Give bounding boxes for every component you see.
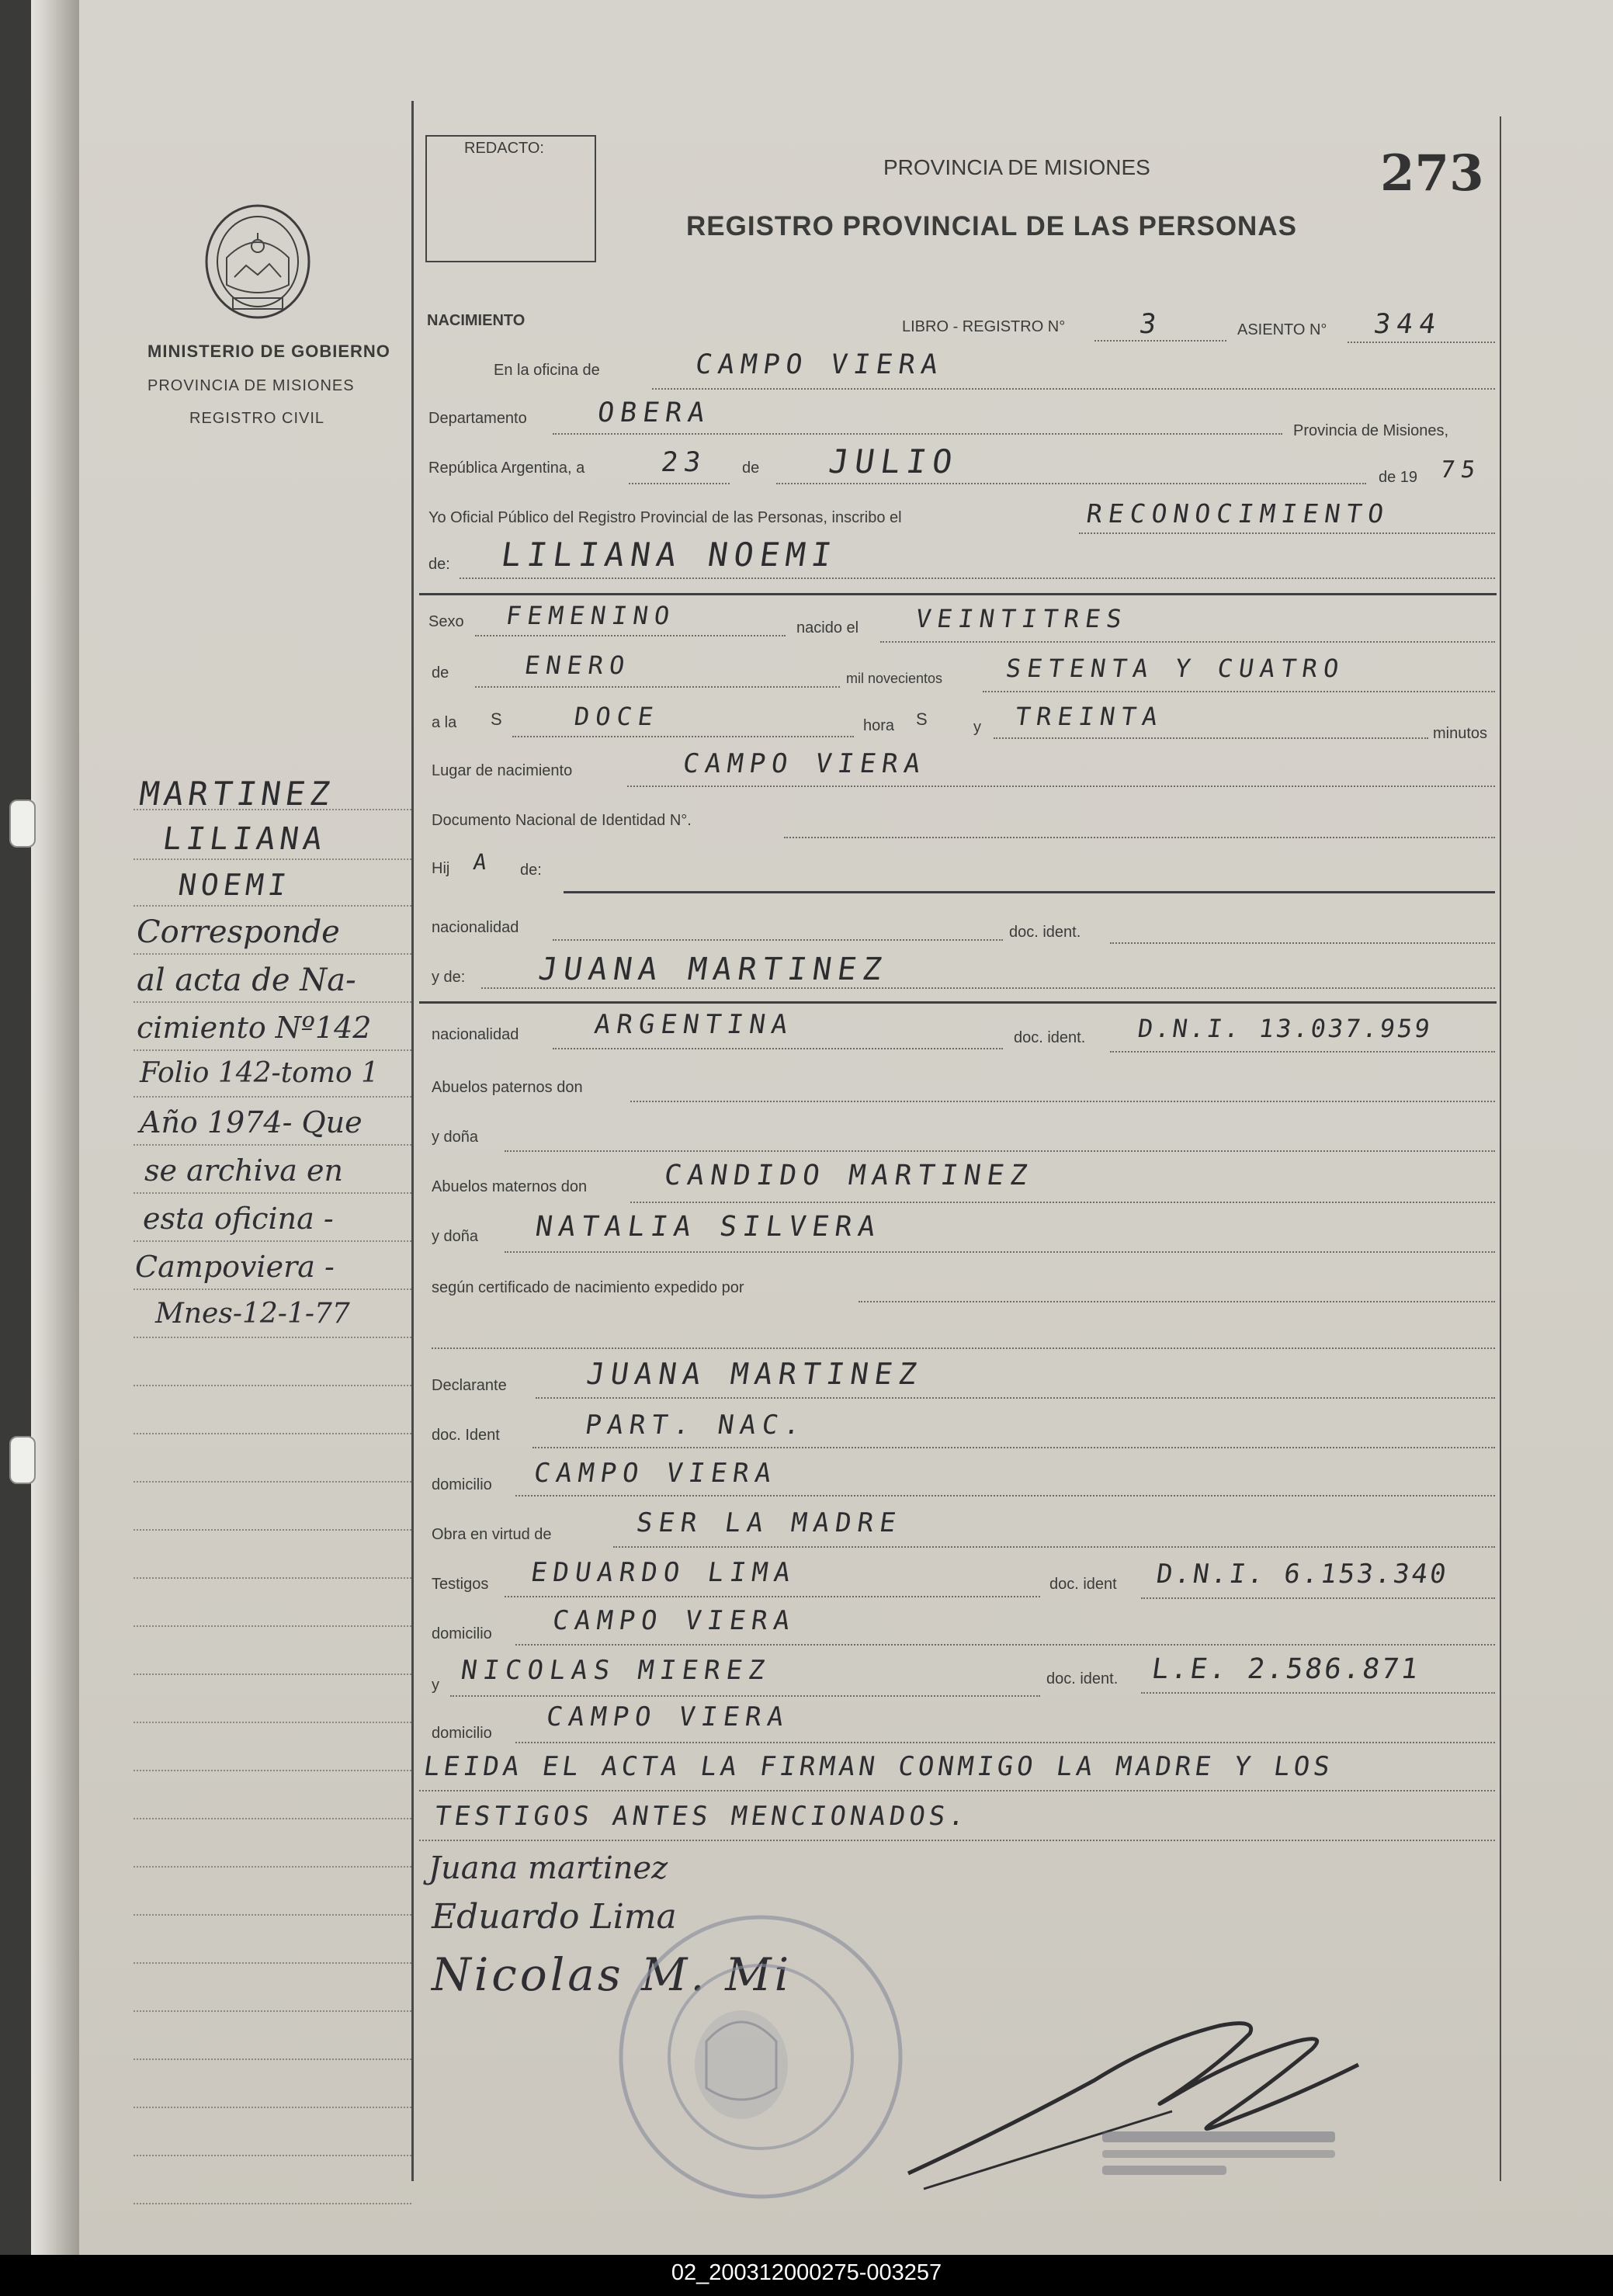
minutos-value: TREINTA <box>1013 702 1166 731</box>
hora-label: hora <box>863 717 895 734</box>
ala-label: a la <box>432 714 457 731</box>
margin-rule <box>134 1625 411 1627</box>
margin-rule <box>134 905 411 907</box>
declarante-label: Declarante <box>432 1377 507 1394</box>
mil-label: mil novecientos <box>846 671 943 686</box>
testigo1-value: EDUARDO LIMA <box>529 1557 799 1588</box>
ydona-label: y doña <box>432 1129 479 1146</box>
anio-label: de 19 <box>1379 469 1418 486</box>
margin-rule <box>134 1337 411 1338</box>
mil-line <box>983 691 1495 692</box>
abuela-materna-line <box>505 1251 1495 1253</box>
margin-note-line: al acta de Na- <box>137 962 356 998</box>
nacido-line <box>880 641 1495 643</box>
margin-rule <box>134 2107 411 2108</box>
margin-note-line: se archiva en <box>144 1153 343 1188</box>
margin-rule <box>134 1770 411 1771</box>
binding-ring <box>9 799 36 848</box>
abuela-paterna-line <box>505 1150 1495 1152</box>
abuelo-paterno-line <box>630 1101 1495 1102</box>
domicilio-line <box>515 1495 1495 1497</box>
declarante-value: JUANA MARTINEZ <box>584 1357 925 1391</box>
oficina-label: En la oficina de <box>494 362 600 379</box>
testigo2-line <box>450 1695 1040 1697</box>
abuelos-paternos-label: Abuelos paternos don <box>432 1079 583 1096</box>
dia-value: 23 <box>659 447 709 478</box>
margin-note-line: Año 1974- Que <box>140 1105 362 1139</box>
seal-ministry: MINISTERIO DE GOBIERNO <box>147 342 390 361</box>
doc-ident2-value: D.N.I. 13.037.959 <box>1136 1014 1434 1043</box>
hora-value: DOCE <box>572 702 661 731</box>
stamp-seal-icon <box>613 1909 908 2204</box>
ministry-seal <box>203 203 312 320</box>
margin-note-line: Campoviera - <box>135 1250 335 1284</box>
margin-rule <box>134 1577 411 1579</box>
obra-label: Obra en virtud de <box>432 1526 552 1543</box>
margin-rule <box>134 1962 411 1964</box>
margin-note-line: NOEMI <box>175 868 293 902</box>
lugar-label: Lugar de nacimiento <box>432 762 573 779</box>
domicilio2-label: domicilio <box>432 1625 492 1642</box>
y2-label: y <box>432 1677 439 1694</box>
seal-emblem-icon <box>203 203 312 320</box>
page-edge <box>31 0 79 2255</box>
doc-ident5-label: doc. ident. <box>1046 1670 1119 1687</box>
form-left-rule <box>411 101 414 2181</box>
margin-rule <box>134 1818 411 1819</box>
signature-mother: Juana martinez <box>428 1850 668 1886</box>
doc-ident2-line <box>1110 1051 1495 1053</box>
de2-label: de: <box>428 556 450 573</box>
departamento-label: Departamento <box>428 410 527 427</box>
yo-label: Yo Oficial Público del Registro Provincial de las Personas, inscribo el <box>428 509 902 526</box>
declarante-line <box>536 1397 1495 1399</box>
redacto-label: REDACTO: <box>464 140 544 157</box>
departamento-line <box>553 433 1282 435</box>
margin-note-line: cimiento Nº142 <box>137 1011 372 1045</box>
testigos-label: Testigos <box>432 1576 489 1593</box>
hij-label: Hij <box>432 860 450 877</box>
seal-office: REGISTRO CIVIL <box>189 410 325 427</box>
nombre-value: LILIANA NOEMI <box>498 536 841 574</box>
segun-line-2 <box>432 1347 1495 1349</box>
margin-note-line: Folio 142-tomo 1 <box>140 1057 380 1089</box>
dni-label: Documento Nacional de Identidad N°. <box>432 812 692 829</box>
margin-note-line: esta oficina - <box>143 1202 334 1236</box>
provincia-label: Provincia de Misiones, <box>1293 422 1449 439</box>
republica-label: República Argentina, a <box>428 460 585 477</box>
minutos-line <box>994 737 1428 739</box>
oficina-line <box>652 388 1495 390</box>
margin-note-line: Mnes-12-1-77 <box>155 1298 350 1330</box>
mes-nac-line <box>475 686 840 688</box>
closing-line-2: TESTIGOS ANTES MENCIONADOS. <box>432 1801 971 1832</box>
margin-note-line: MARTINEZ <box>137 775 337 813</box>
hij-de-label: de: <box>520 862 542 879</box>
lugar-line <box>627 786 1495 787</box>
de-label: de <box>742 460 760 477</box>
dia-line <box>629 483 730 484</box>
margin-rule <box>134 1096 411 1098</box>
margin-rule <box>134 1049 411 1051</box>
margin-rule <box>134 2010 411 2012</box>
departamento-value: OBERA <box>595 397 713 428</box>
nacionalidad-label: nacionalidad <box>432 919 519 936</box>
segun-label: según certificado de nacimiento expedido por <box>432 1279 744 1296</box>
doc-ident3-value: PART. NAC. <box>583 1410 809 1441</box>
mil-value: SETENTA Y CUATRO <box>1004 654 1347 683</box>
abuela-materna-value: NATALIA SILVERA <box>533 1211 883 1243</box>
doc-ident2-label: doc. ident. <box>1014 1029 1086 1046</box>
nacionalidad2-value: ARGENTINA <box>592 1009 796 1040</box>
domicilio-label: domicilio <box>432 1476 492 1493</box>
doc-ident3-label: doc. Ident <box>432 1427 500 1444</box>
testigo1-line <box>505 1596 1040 1597</box>
binding-ring <box>9 1436 36 1484</box>
section-divider-2 <box>419 1001 1497 1004</box>
nacionalidad2-line <box>553 1048 1003 1049</box>
margin-rule <box>134 2058 411 2060</box>
testigo2-doc: L.E. 2.586.871 <box>1150 1653 1423 1685</box>
inscribo-line <box>1079 532 1495 534</box>
domicilio2-value: CAMPO VIERA <box>550 1605 798 1636</box>
nacionalidad-line <box>553 939 1003 941</box>
domicilio3-value: CAMPO VIERA <box>544 1701 792 1732</box>
hora-s: S <box>916 709 928 729</box>
margin-rule <box>134 1001 411 1003</box>
libro-value: 3 <box>1137 309 1164 340</box>
minutos-label: minutos <box>1433 725 1488 742</box>
margin-rule <box>134 1673 411 1675</box>
obra-value: SER LA MADRE <box>634 1507 904 1538</box>
page-number: 273 <box>1380 144 1484 203</box>
asiento-line <box>1348 342 1495 343</box>
ydona2-label: y doña <box>432 1228 479 1245</box>
header-registry: REGISTRO PROVINCIAL DE LAS PERSONAS <box>686 211 1297 241</box>
padre-line <box>564 891 1495 893</box>
libro-label: LIBRO - REGISTRO N° <box>902 318 1066 335</box>
asiento-label: ASIENTO N° <box>1237 321 1327 338</box>
margin-rule <box>134 1481 411 1483</box>
y-label: y <box>973 719 981 736</box>
margin-rule <box>134 1288 411 1290</box>
mes-value: JULIO <box>826 442 961 480</box>
header-province: PROVINCIA DE MISIONES <box>883 155 1150 179</box>
margin-note-line: Corresponde <box>137 914 340 950</box>
doc-ident4-label: doc. ident <box>1049 1576 1117 1593</box>
doc-ident3-line <box>532 1447 1495 1448</box>
margin-rule <box>134 1529 411 1531</box>
closing-line-1-rule <box>419 1790 1495 1791</box>
domicilio2-line <box>515 1644 1495 1646</box>
testigo1-doc-line <box>1141 1597 1495 1599</box>
margin-rule <box>134 1866 411 1868</box>
doc-ident-line <box>1110 942 1495 944</box>
sexo-line <box>475 635 786 636</box>
de3-label: de <box>432 664 449 682</box>
section-divider <box>419 593 1497 595</box>
domicilio3-label: domicilio <box>432 1725 492 1742</box>
margin-rule <box>134 1722 411 1723</box>
margin-rule <box>134 858 411 860</box>
nacido-label: nacido el <box>796 619 859 636</box>
margin-rule <box>134 1914 411 1916</box>
footer-id: 02_200312000275-003257 <box>671 2260 942 2285</box>
hij-value: A <box>471 849 495 875</box>
margin-rule <box>134 1385 411 1386</box>
domicilio3-line <box>515 1742 1495 1743</box>
official-stamp <box>613 1909 908 2204</box>
margin-rule <box>134 1192 411 1194</box>
nacionalidad2-label: nacionalidad <box>432 1026 519 1043</box>
abuelo-materno-value: CANDIDO MARTINEZ <box>662 1160 1035 1191</box>
form-right-rule <box>1500 116 1501 2181</box>
nacido-value: VEINTITRES <box>914 604 1130 633</box>
margin-rule <box>134 1144 411 1146</box>
domicilio-value: CAMPO VIERA <box>532 1458 779 1489</box>
signature-witness-1: Eduardo Lima <box>432 1897 677 1937</box>
anio-value: 75 <box>1438 456 1483 484</box>
margin-rule <box>134 1240 411 1242</box>
margin-rule <box>134 2155 411 2156</box>
madre-line <box>481 987 1495 989</box>
dni-line <box>784 837 1495 838</box>
abuelo-materno-line <box>630 1202 1495 1203</box>
sexo-label: Sexo <box>428 613 464 630</box>
asiento-value: 344 <box>1372 309 1445 340</box>
oficina-value: CAMPO VIERA <box>693 349 946 380</box>
abuelos-maternos-label: Abuelos maternos don <box>432 1178 588 1195</box>
hora-line <box>512 736 854 737</box>
mes-nac-value: ENERO <box>522 650 633 680</box>
margin-rule <box>134 953 411 955</box>
margin-rule <box>134 2203 411 2204</box>
inscribo-value: RECONOCIMIENTO <box>1084 498 1392 529</box>
closing-line-2-rule <box>419 1840 1495 1841</box>
signature-witness-2: Nicolas M. Mi <box>432 1948 793 2001</box>
ala-s: S <box>491 709 502 729</box>
margin-rule <box>134 1433 411 1434</box>
yde-label: y de: <box>432 969 466 986</box>
mes-line <box>776 483 1366 484</box>
obra-line <box>613 1546 1495 1548</box>
testigo2-value: NICOLAS MIEREZ <box>459 1655 773 1686</box>
closing-line-1: LEIDA EL ACTA LA FIRMAN CONMIGO LA MADRE Y LOS <box>421 1751 1336 1782</box>
testigo2-doc-line <box>1141 1692 1495 1694</box>
segun-line <box>859 1301 1495 1302</box>
sexo-value: FEMENINO <box>504 601 678 630</box>
nacimiento-label: NACIMIENTO <box>427 312 526 329</box>
seal-province: PROVINCIA DE MISIONES <box>147 377 355 394</box>
libro-line <box>1094 340 1226 342</box>
nombre-line <box>460 577 1495 579</box>
lugar-value: CAMPO VIERA <box>681 748 928 779</box>
madre-value: JUANA MARTINEZ <box>536 952 890 987</box>
testigo1-doc: D.N.I. 6.153.340 <box>1154 1559 1451 1590</box>
margin-note-line: LILIANA <box>160 821 329 857</box>
official-name-stamp <box>1102 2127 1335 2197</box>
doc-ident-label: doc. ident. <box>1009 924 1081 941</box>
